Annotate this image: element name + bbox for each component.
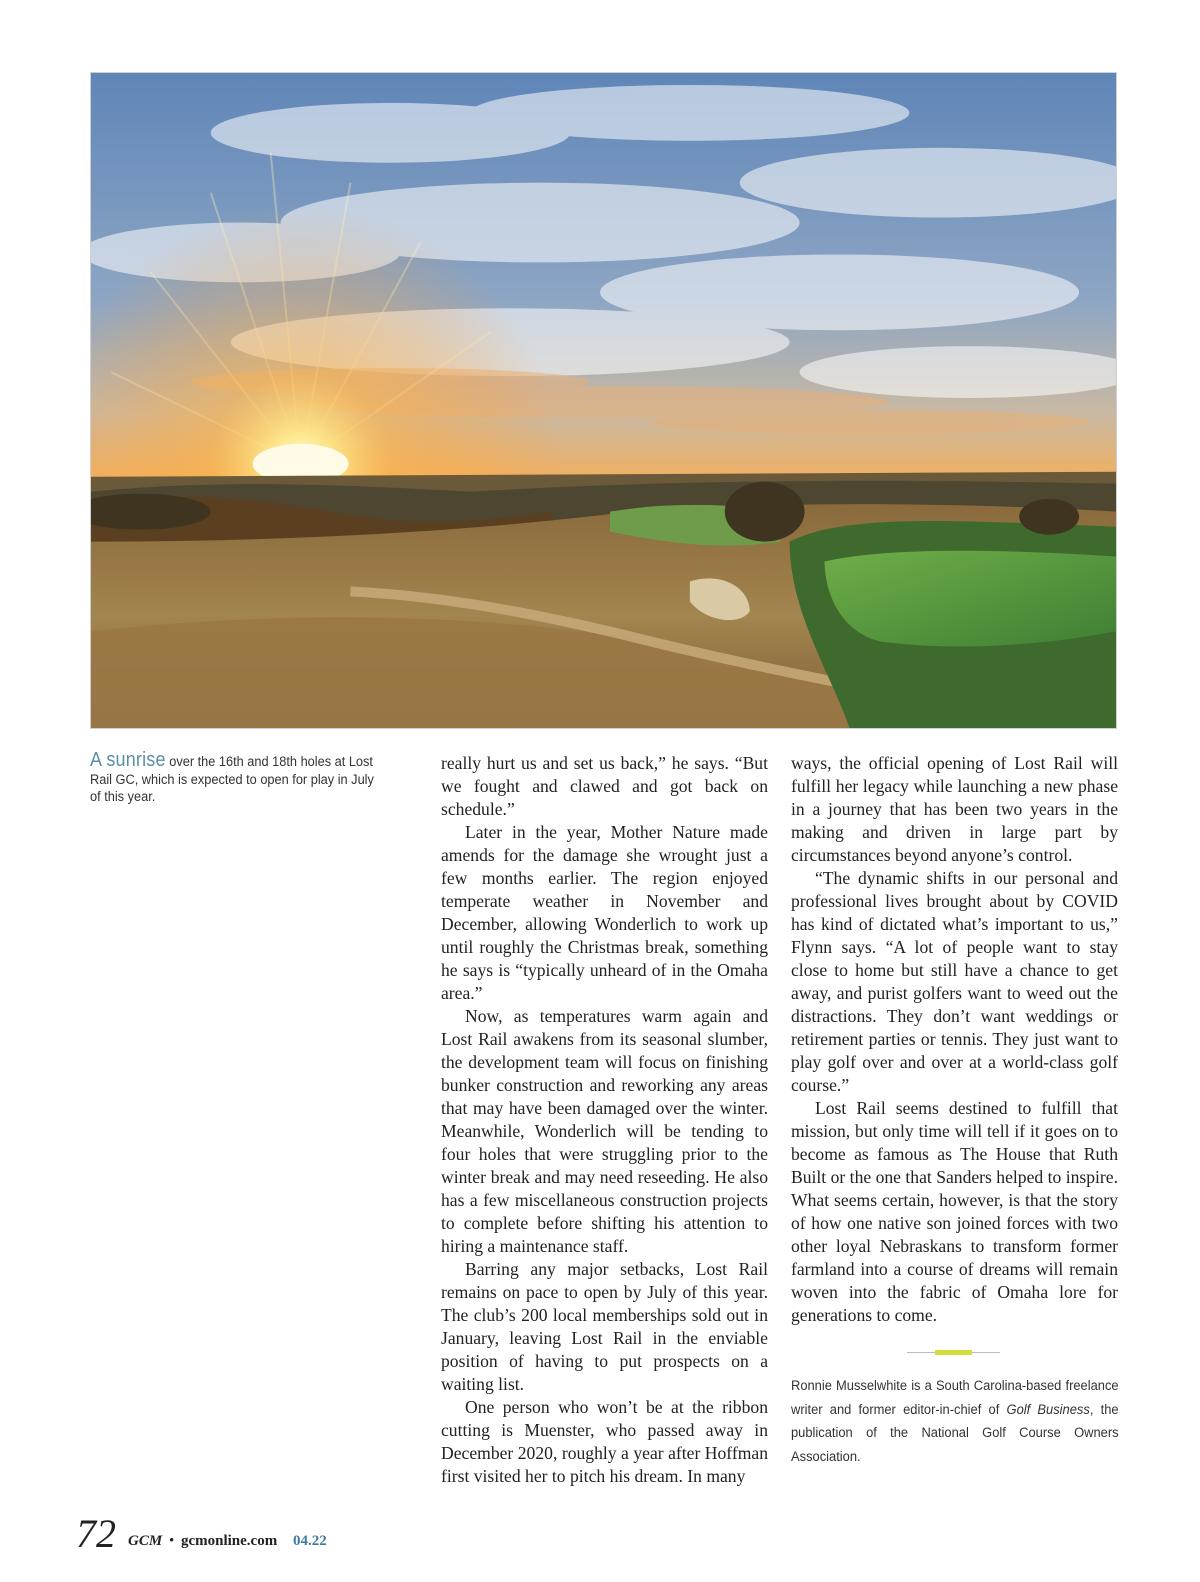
bio-text-before: Ronnie Musselwhite is a South Carolina-based freelance writer and former editor-in-chief of (791, 1378, 1119, 1418)
paragraph: One person who won’t be at the ribbon cutting is Muenster, who passed away in December 2020, roughly a year after Hoffman first visited her to pitch his dream. In many (441, 1397, 768, 1486)
paragraph: Now, as temperatures warm again and Lost Rail awakens from its seasonal slumber, the development team will focus on finishing bunker construction and reworking any areas that may have been damaged over the winter. Meanwhile, Wonderlich will be tending to four holes that were struggling prior to the winter break and may need reseeding. He also has a few miscellaneous construction projects to complete before shifting his attention to hiring a maintenance staff. (441, 1006, 768, 1256)
issue-date: 04.22 (292, 1533, 327, 1549)
photo-caption (90, 749, 387, 807)
website-link[interactable]: gcmonline.com (180, 1533, 278, 1549)
magazine-name: GCM (128, 1533, 163, 1549)
end-divider-accent (935, 1350, 972, 1355)
folio-bullet: • (168, 1533, 175, 1549)
paragraph: ways, the official opening of Lost Rail will fulfill her legacy while launching a new phase in a journey that has been two years in the making and driven in large part by circumstances beyond anyone’s control. (791, 753, 1118, 865)
author-bio (791, 1375, 1119, 1469)
paragraph: “The dynamic shifts in our personal and professional lives brought about by COVID has kind of dictated what’s important to us,” Flynn says. “A lot of people want to stay close to home but still have a chance to get away, and purist golfers want to weed out the distractions. They don’t want weddings or retirement parties or tennis. They just want to play golf over and over at a world-class golf course.” (791, 868, 1118, 1095)
bio-text-after: , the publication of the National Golf Course Owners Association. (791, 1401, 1119, 1465)
paragraph: Later in the year, Mother Nature made amends for the damage she wrought just a few months earlier. The region enjoyed temperate weather in November and December, allowing Wonderlich to work up until roughly the Christmas break, something he says is “typically unheard of in the Omaha area.” (441, 822, 768, 1003)
paragraph: really hurt us and set us back,” he says. “But we fought and clawed and got back on schedule.” (441, 753, 768, 819)
caption-text: over the 16th and 18th holes at Lost Rail GC, which is expected to open for play in July of this year. (90, 754, 374, 805)
caption-lead: A sunrise (90, 749, 166, 771)
sunrise-photo (90, 72, 1117, 729)
article-column-2 (441, 752, 768, 1488)
article-column-3 (791, 752, 1118, 1327)
paragraph: Barring any major setbacks, Lost Rail remains on pace to open by July of this year. The club’s 200 local memberships sold out in January, leaving Lost Rail in the enviable position of having to put prospects on a waiting list. (441, 1259, 768, 1394)
paragraph: Lost Rail seems destined to fulfill that mission, but only time will tell if it goes on to become as famous as The House that Ruth Built or the one that Sanders helped to inspire. What seems certain, however, is that the story of how one native son joined forces with two other loyal Nebraskans to transform former farmland into a course of dreams will remain woven into the fabric of Omaha lore for generations to come. (791, 1098, 1118, 1325)
page-number: 72 (76, 1511, 116, 1556)
folio-line (128, 1531, 327, 1551)
bio-publication: Golf Business (1006, 1401, 1090, 1418)
golf-course-sunrise-image (91, 73, 1116, 728)
